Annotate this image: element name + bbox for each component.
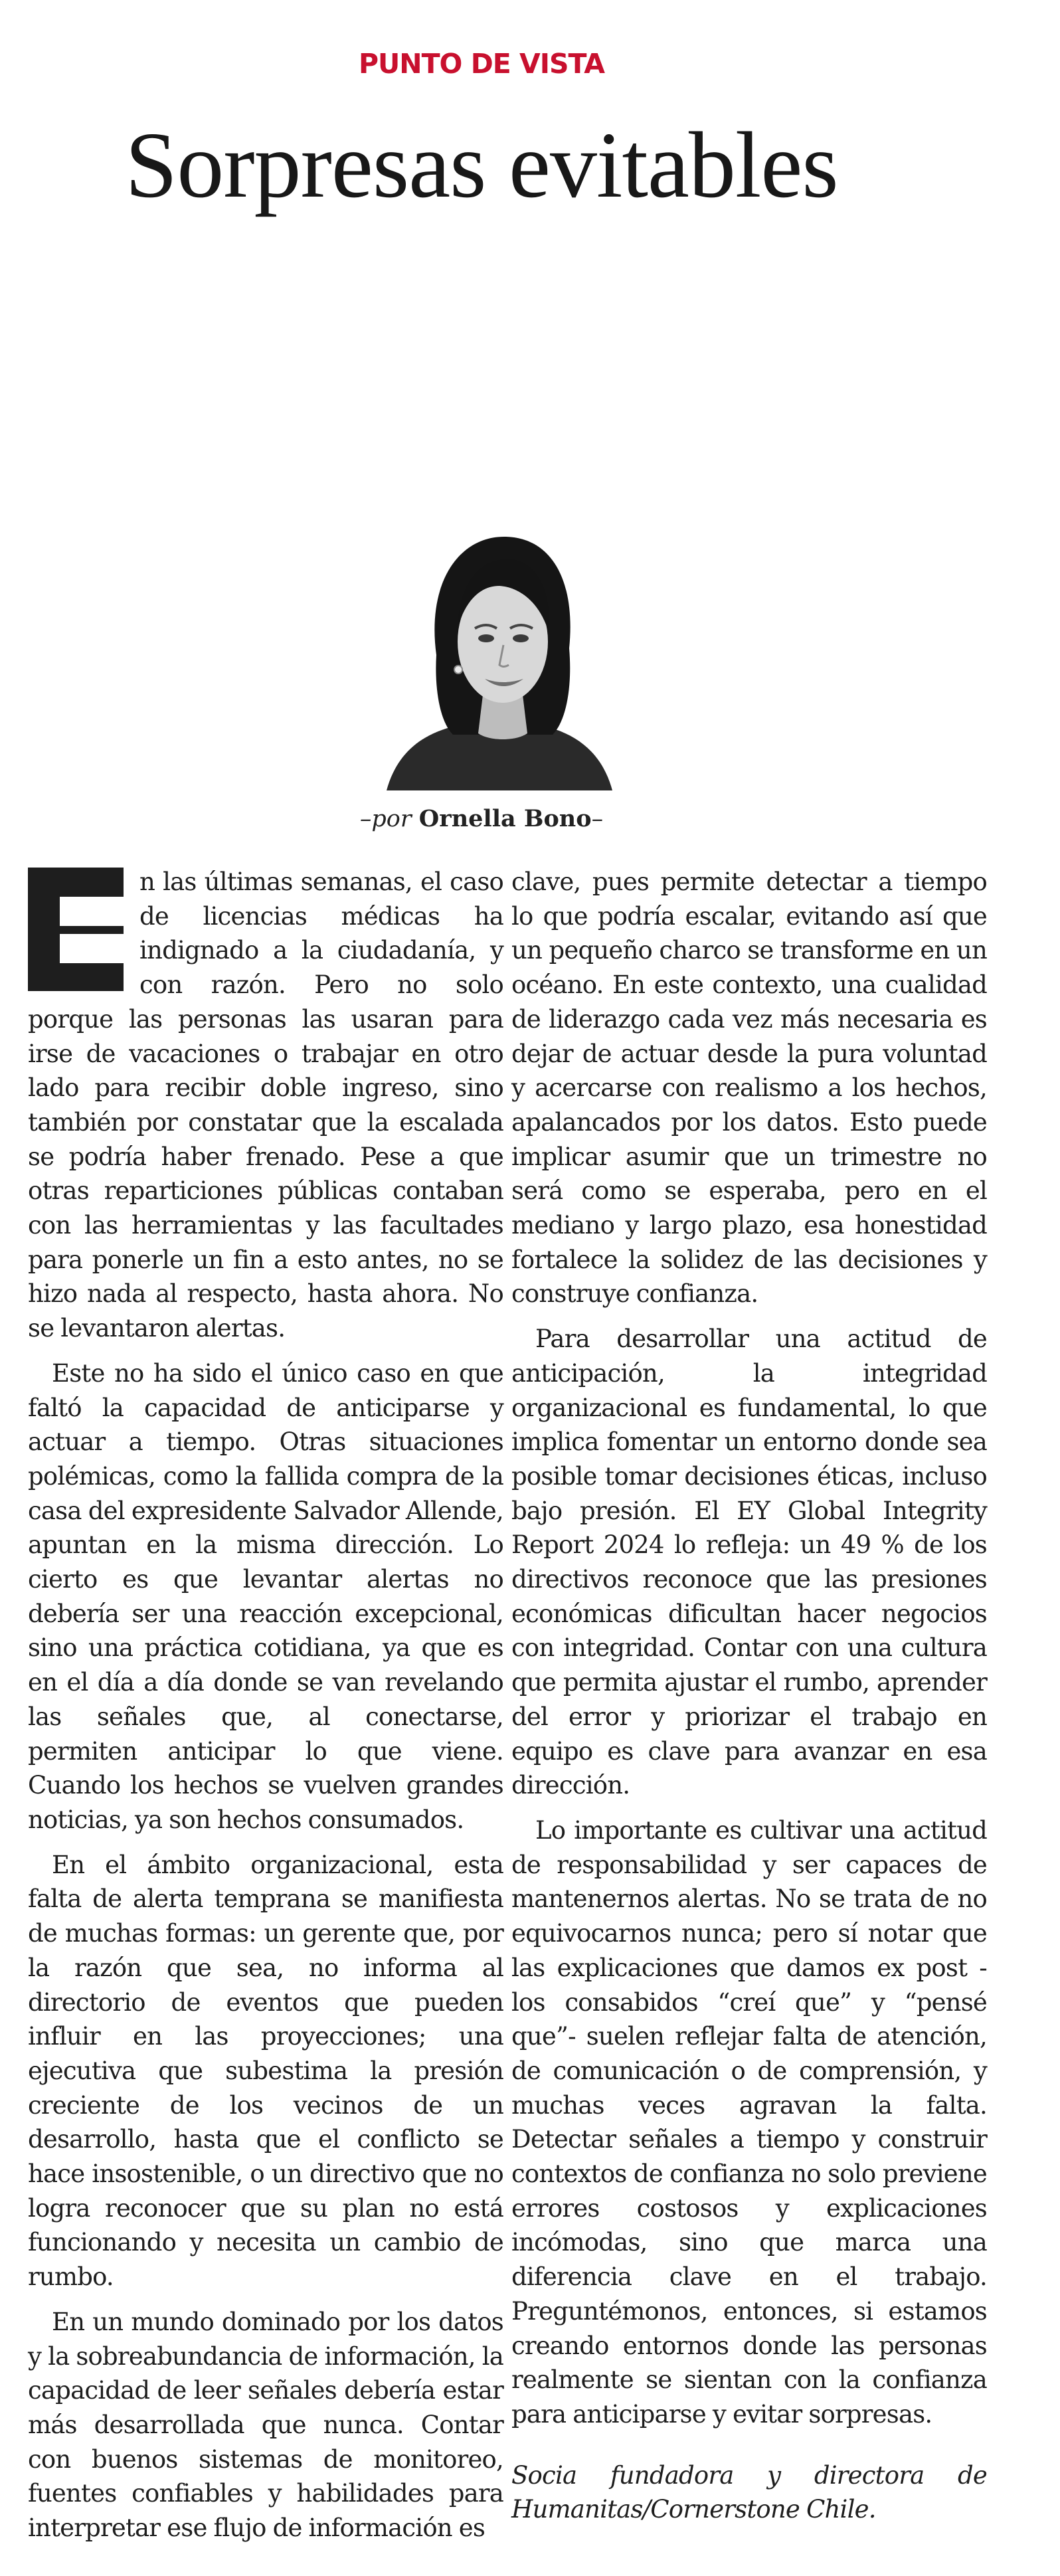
byline-prefix: –por — [359, 806, 412, 832]
article-paragraph: Lo importante es cultivar una actitud de responsabilidad y ser capaces de mantenernos alertas. No se trata de no equivocarnos nunca; pero sí notar que las explicaciones que damos ex post -los consabidos “creí que” y “pensé que”- suelen reflejar falta de atención, de comunicación o de comprensión, y muchas veces agravan la falta. Detectar señales a tiempo y construir contextos de confianza no solo previene errores costosos y explicaciones incómodas, sino que marca una diferencia clave en el trabajo. Preguntémonos, entonces, si estamos creando entornos donde las personas realmente se sientan con la confianza para anticiparse y evitar sorpresas. — [511, 1815, 987, 2429]
author-portrait — [373, 522, 626, 790]
article-column-left — [28, 865, 503, 2556]
author-signature: Socia fundadora y directora de Humanitas/Cornerstone Chile. — [511, 2460, 987, 2524]
article-paragraph: En el ámbito organizacional, esta falta de alerta temprana se manifiesta de muchas formas: un gerente que, por la razón que sea, no informa al directorio de eventos que pueden influir en las proyecciones; una ejecutiva que subestima la presión creciente de los vecinos de un desarrollo, hasta que el conflicto se hace insostenible, o un directivo que no logra reconocer que su plan no está funcionando y necesita un cambio de rumbo. — [28, 1850, 503, 2292]
paragraph-text: n las últimas semanas, el caso de licencias médicas ha indignado a la ciudadanía, y con razón. Pero no solo porque las personas las usaran para irse de vacaciones o trabajar en otro lado para recibir doble ingreso, sino también por constatar que la escalada se podría haber frenado. Pese a que otras reparticiones públicas contaban con las herramientas y las facultades para ponerle un fin a esto antes, no se hizo nada al respecto, hasta ahora. No se levantaron alertas. — [28, 868, 503, 1343]
byline-suffix: – — [591, 806, 604, 832]
headline: Sorpresas evitables — [125, 112, 838, 217]
article-paragraph: Este no ha sido el único caso en que faltó la capacidad de anticiparse y actuar a tiempo. Otras situaciones polémicas, como la fallida compra de la casa del expresidente Salvador Allende, apuntan en la misma dirección. Lo cierto es que levantar alertas no debería ser una reacción excepcional, sino una práctica cotidiana, ya que es en el día a día donde se van revelando las señales que, al conectarse, permiten anticipar lo que viene. Cuando los hechos se vuelven grandes noticias, ya son hechos consumados. — [28, 1358, 503, 1834]
byline — [0, 805, 963, 832]
article-column-right — [511, 865, 987, 2537]
article-paragraph: Para desarrollar una actitud de anticipación, la integridad organizacional es fundamental, lo que implica fomentar un entorno donde sea posible tomar decisiones éticas, incluso bajo presión. El EY Global Integrity Report 2024 lo refleja: un 49 % de los directivos reconoce que las presiones económicas dificultan hacer negocios con integridad. Contar con una cultura que permita ajustar el rumbo, aprender del error y priorizar el trabajo en equipo es clave para avanzar en esa dirección. — [511, 1325, 987, 1800]
drop-cap — [28, 868, 124, 991]
byline-author: Ornella Bono — [418, 805, 592, 832]
article-paragraph: En un mundo dominado por los datos y la sobreabundancia de información, la capacidad de leer señales debería estar más desarrollada que nunca. Contar con buenos sistemas de monitoreo, fuentes confiables y habilidades para interpretar ese flujo de información es — [28, 2307, 503, 2543]
article-paragraph: clave, pues permite detectar a tiempo lo que podría escalar, evitando así que un pequeño charco se transforme en un océano. En este contexto, una cualidad de liderazgo cada vez más necesaria es dejar de actuar desde la pura voluntad y acercarse con realismo a los hechos, apalancados por los datos. Esto puede implicar asumir que un trimestre no será como se esperaba, pero en el mediano y largo plazo, esa honestidad fortalece la solidez de las decisiones y construye confianza. — [511, 868, 987, 1309]
article-paragraph — [28, 865, 503, 1346]
section-label: PUNTO DE VISTA — [358, 48, 605, 80]
